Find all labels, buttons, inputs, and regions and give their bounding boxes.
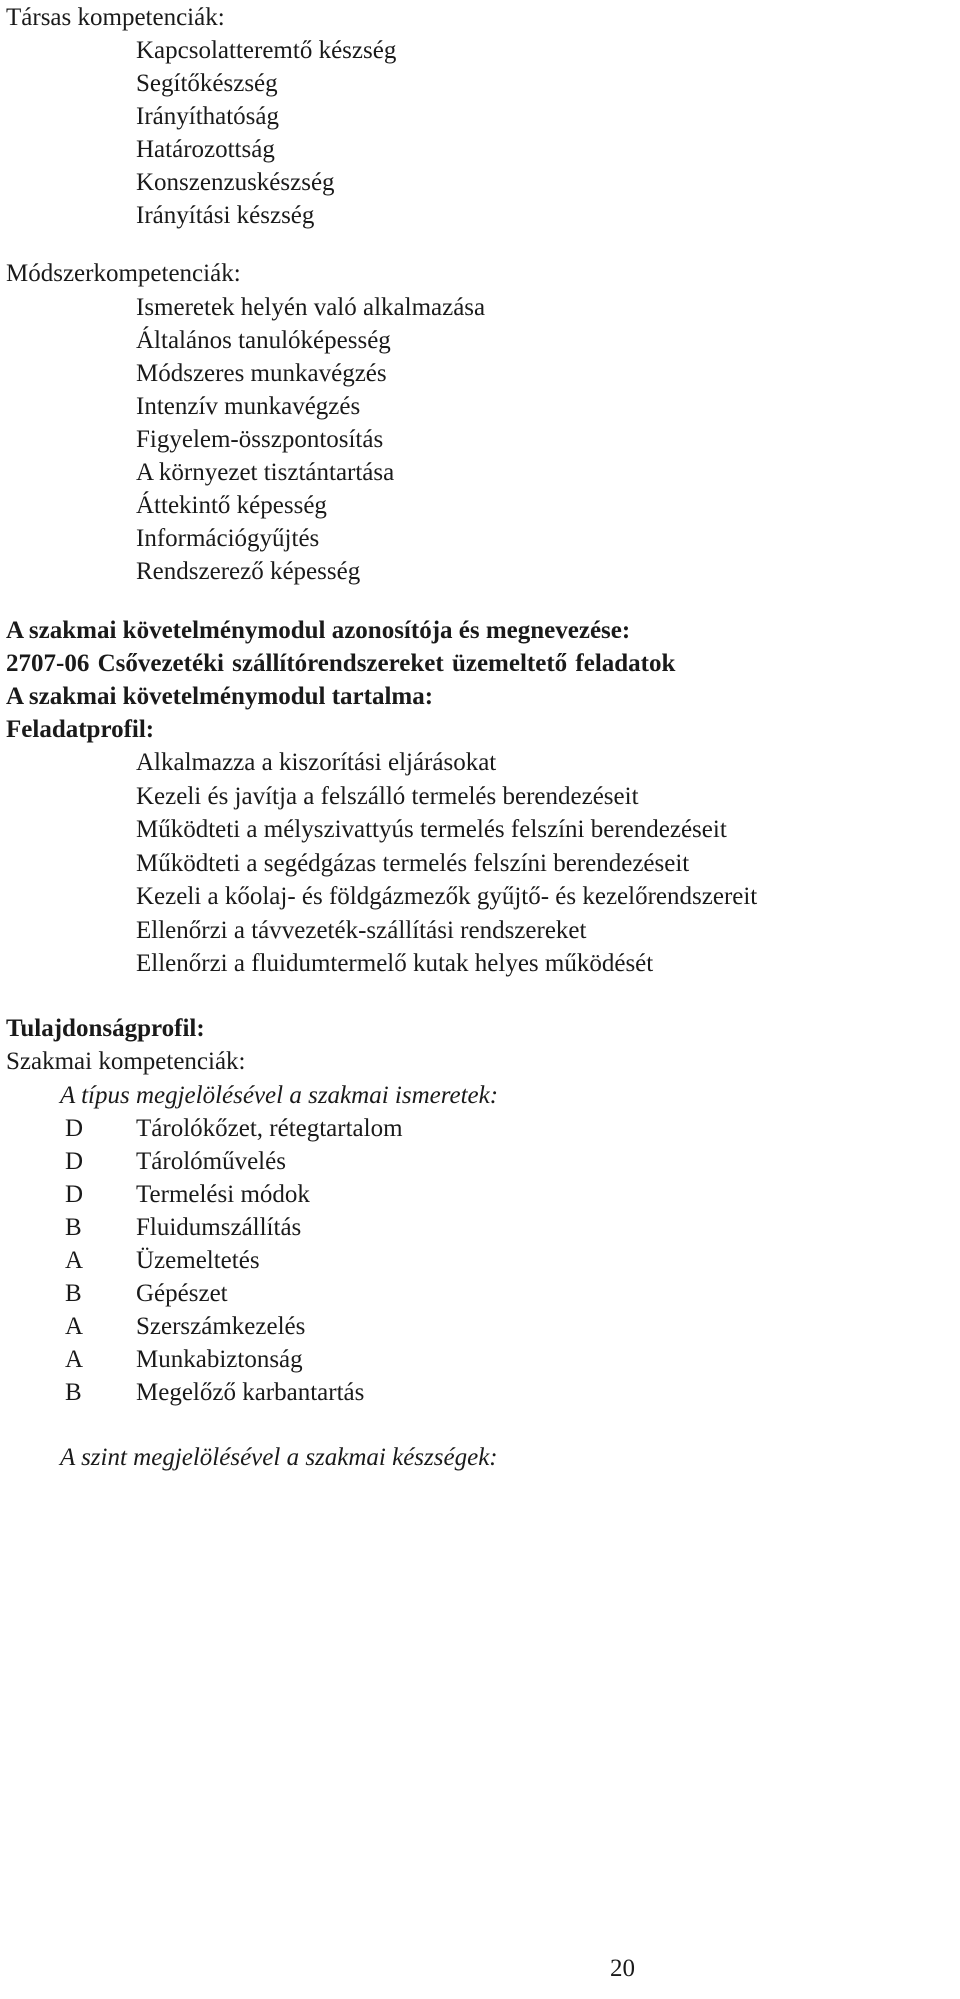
page-number-container xyxy=(0,1955,960,1983)
module-id-heading: A szakmai követelménymodul azonosítója és megnevezése: xyxy=(6,617,631,644)
knowledge-label: Gépészet xyxy=(136,1280,228,1307)
method-item: Áttekintő képesség xyxy=(136,492,327,519)
task-item: Ellenőrzi a fluidumtermelő kutak helyes működését xyxy=(136,950,654,977)
module-id-value: 2707-06 Csővezetéki szállítórendszereket üzemeltető feladatok xyxy=(6,650,676,677)
knowledge-label: Megelőző karbantartás xyxy=(136,1379,365,1406)
knowledge-grade: B xyxy=(65,1280,82,1307)
social-competences-heading: Társas kompetenciák: xyxy=(6,4,225,31)
method-item: Figyelem-összpontosítás xyxy=(136,426,384,453)
task-item: Alkalmazza a kiszorítási eljárásokat xyxy=(136,749,497,776)
knowledge-grade: A xyxy=(65,1346,84,1373)
property-profile-heading: Tulajdonságprofil: xyxy=(6,1015,205,1042)
knowledge-grade: A xyxy=(65,1313,84,1340)
social-item: Irányítási készség xyxy=(136,202,315,229)
knowledge-label: Tárolóművelés xyxy=(136,1148,286,1175)
task-item: Kezeli a kőolaj- és földgázmezők gyűjtő- és kezelőrendszereit xyxy=(136,883,758,910)
knowledge-label: Munkabiztonság xyxy=(136,1346,303,1373)
method-competences-heading: Módszerkompetenciák: xyxy=(6,260,241,287)
knowledge-label: Üzemeltetés xyxy=(136,1247,260,1274)
knowledge-grade: D xyxy=(65,1115,84,1142)
knowledge-intro: A típus megjelölésével a szakmai ismeretek: xyxy=(60,1082,499,1109)
social-item: Irányíthatóság xyxy=(136,103,280,130)
knowledge-label: Fluidumszállítás xyxy=(136,1214,302,1241)
task-item: Kezeli és javítja a felszálló termelés berendezéseit xyxy=(136,783,639,810)
task-item: Ellenőrzi a távvezeték-szállítási rendszereket xyxy=(136,917,587,944)
knowledge-label: Tárolókőzet, rétegtartalom xyxy=(136,1115,403,1142)
social-item: Segítőkészség xyxy=(136,70,278,97)
knowledge-label: Termelési módok xyxy=(136,1181,310,1208)
method-item: Általános tanulóképesség xyxy=(136,327,391,354)
skills-intro: A szint megjelölésével a szakmai készségek: xyxy=(60,1444,498,1471)
professional-competences-heading: Szakmai kompetenciák: xyxy=(6,1048,246,1075)
social-item: Kapcsolatteremtő készség xyxy=(136,37,397,64)
knowledge-grade: D xyxy=(65,1148,84,1175)
knowledge-label: Szerszámkezelés xyxy=(136,1313,306,1340)
task-item: Működteti a mélyszivattyús termelés felszíni berendezéseit xyxy=(136,816,727,843)
method-item: Intenzív munkavégzés xyxy=(136,393,361,420)
task-item: Működteti a segédgázas termelés felszíni berendezéseit xyxy=(136,850,690,877)
knowledge-grade: B xyxy=(65,1379,82,1406)
method-item: Ismeretek helyén való alkalmazása xyxy=(136,294,486,321)
method-item: Információgyűjtés xyxy=(136,525,320,552)
knowledge-grade: D xyxy=(65,1181,84,1208)
social-item: Határozottság xyxy=(136,136,275,163)
page-number: 20 xyxy=(610,1955,635,1982)
social-item: Konszenzuskészség xyxy=(136,169,335,196)
module-content-heading: A szakmai követelménymodul tartalma: xyxy=(6,683,434,710)
task-profile-heading: Feladatprofil: xyxy=(6,716,155,743)
method-item: Rendszerező képesség xyxy=(136,558,361,585)
method-item: A környezet tisztántartása xyxy=(136,459,395,486)
method-item: Módszeres munkavégzés xyxy=(136,360,387,387)
knowledge-grade: B xyxy=(65,1214,82,1241)
knowledge-grade: A xyxy=(65,1247,84,1274)
